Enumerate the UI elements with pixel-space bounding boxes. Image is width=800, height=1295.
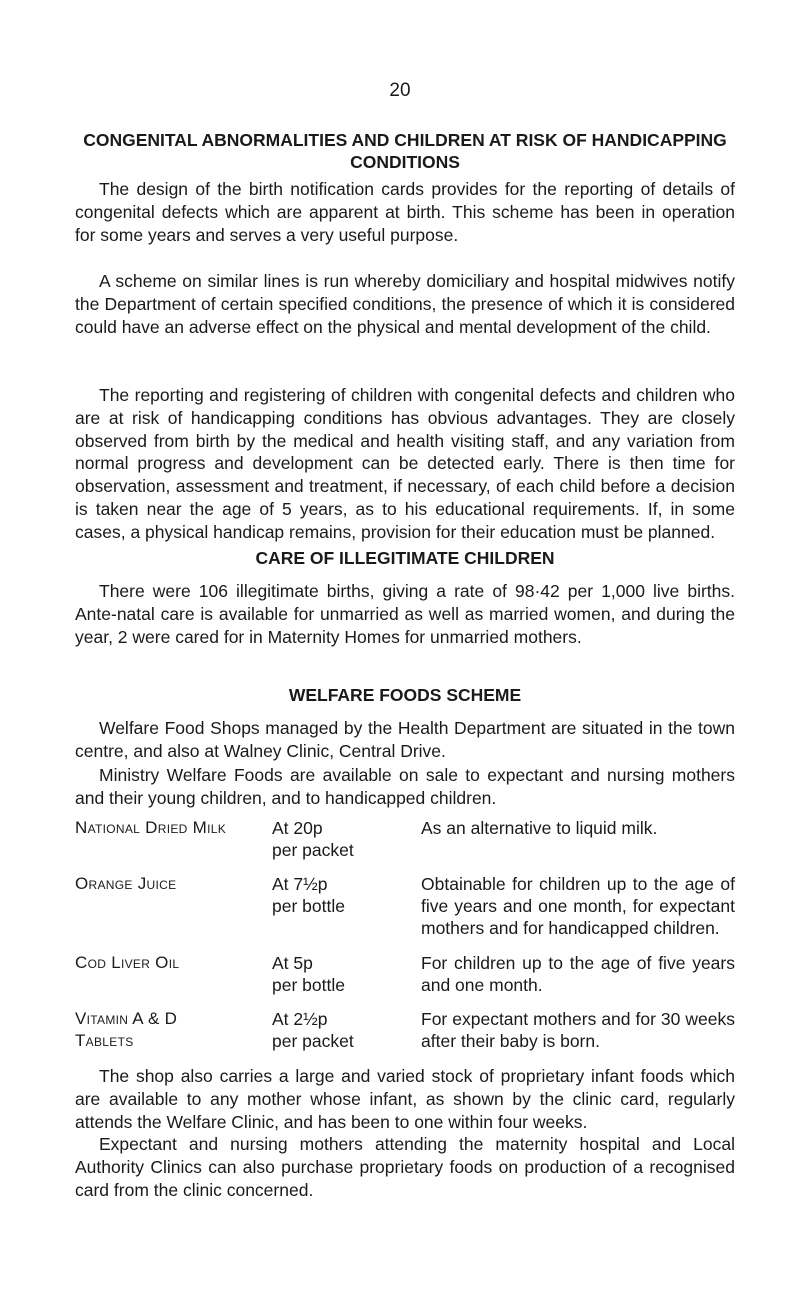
product-note: For expectant mothers and for 30 weeks after their baby is born.	[421, 1009, 735, 1052]
product-note: As an alternative to liquid milk.	[421, 818, 658, 838]
paragraph-welfare-shops: Welfare Food Shops managed by the Health Department are situated in the town centre, and also at Walney Clinic, Central Drive.	[75, 718, 735, 761]
product-price: At 5p per bottle	[272, 953, 345, 995]
paragraph-clinic-purchase: Expectant and nursing mothers attending the maternity hospital and Local Authority Clinics can also purchase proprietary foods on production of a recognised card from the clinic concerned.	[75, 1134, 735, 1200]
product-price: At 20p per packet	[272, 818, 354, 860]
product-price: At 2½p per packet	[272, 1009, 354, 1051]
product-name: Orange Juice	[75, 874, 177, 893]
paragraph-midwives-scheme: A scheme on similar lines is run whereby domiciliary and hospital midwives notify the Department of certain specified conditions, the presence of which it is considered could have an adverse effect on the physical and mental development of the child.	[75, 271, 735, 337]
page-number: 20	[389, 80, 411, 101]
product-name: National Dried Milk	[75, 818, 226, 837]
heading-welfare-foods: WELFARE FOODS SCHEME	[288, 685, 522, 705]
paragraph-reporting-registering: The reporting and registering of children with congenital defects and children who are at risk of handicapping conditions has obvious advantages. They are closely observed from birth by the medical and health visiting staff, and any variation from normal progress and development can be detected early. There is then time for observation, assessment and treatment, if necessary, of each child before a decision is taken near the age of 5 years, as to his educational requirements. If, in some cases, a physical handicap remains, provision for their education must be planned.	[75, 385, 735, 542]
product-name: Cod Liver Oil	[75, 953, 180, 972]
heading-illegitimate-children: CARE OF ILLEGITIMATE CHILDREN	[255, 548, 555, 568]
paragraph-ministry-foods: Ministry Welfare Foods are available on sale to expectant and nursing mothers and their young children, and to handicapped children.	[75, 765, 735, 808]
product-note: For children up to the age of five years and one month.	[421, 953, 735, 996]
paragraph-proprietary-foods: The shop also carries a large and varied stock of proprietary infant foods which are available to any mother whose infant, as shown by the clinic card, regularly attends the Welfare Clinic, and has been to one within four weeks.	[75, 1066, 735, 1132]
paragraph-birth-notification: The design of the birth notification cards provides for the reporting of details of congenital defects which are apparent at birth. This scheme has been in operation for some years and serves a very useful purpose.	[75, 179, 735, 245]
product-price: At 7½p per bottle	[272, 874, 345, 916]
product-note: Obtainable for children up to the age of five years and one month, for expectant mothers and for handicapped children.	[421, 874, 735, 939]
heading-congenital-abnormalities: CONGENITAL ABNORMALITIES AND CHILDREN AT RISK OF HANDICAPPING CONDITIONS	[83, 130, 727, 172]
paragraph-illegitimate-births: There were 106 illegitimate births, giving a rate of 98·42 per 1,000 live births. Ante-natal care is available for unmarried as well as married women, and during the year, 2 were cared for in Maternity Homes for unmarried mothers.	[75, 581, 735, 647]
product-name: Vitamin A & D Tablets	[75, 1009, 178, 1050]
